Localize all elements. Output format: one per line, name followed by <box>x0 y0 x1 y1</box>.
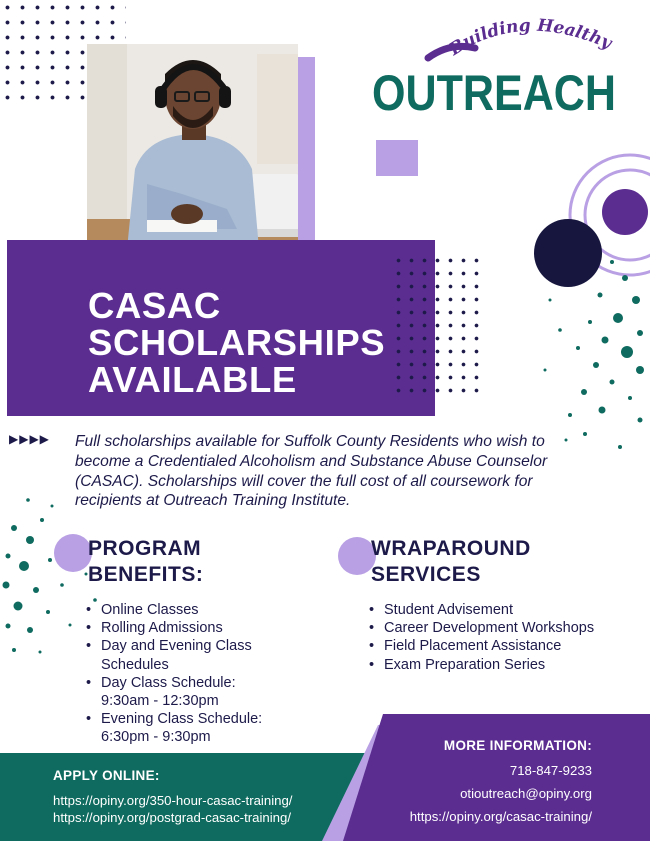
title-line-1: CASAC <box>88 285 221 326</box>
list-item: • Online Classes <box>86 601 281 619</box>
apply-link-postgrad[interactable]: https://opiny.org/postgrad-casac-training/ <box>53 810 291 825</box>
apply-link-350-hour[interactable]: https://opiny.org/350-hour-casac-training/ <box>53 793 293 808</box>
logo-wordmark: OUTREACH <box>372 65 616 121</box>
more-info-heading: MORE INFORMATION: <box>443 738 592 753</box>
apply-online-heading: APPLY ONLINE: <box>53 768 160 783</box>
info-url-link[interactable]: https://opiny.org/casac-training/ <box>409 809 592 824</box>
list-item: • Rolling Admissions <box>86 619 281 637</box>
intro-paragraph: Full scholarships available for Suffolk County Residents who wish to become a Credentialed Alcoholism and Substance Abuse Counselor (CASAC). Scholarships will cover the full cost of all coursework for recipients at Outreach Training Institute. <box>75 433 548 510</box>
services-heading-line-1: WRAPAROUND <box>371 537 531 560</box>
list-item: • Exam Preparation Series <box>369 656 599 674</box>
benefits-heading-line-1: PROGRAM <box>88 537 202 560</box>
title-line-3: AVAILABLE <box>88 359 297 400</box>
email-address[interactable]: otioutreach@opiny.org <box>460 786 592 801</box>
phone-number[interactable]: 718-847-9233 <box>509 763 592 778</box>
list-item: • Career Development Workshops <box>369 619 599 637</box>
services-heading-line-2: SERVICES <box>371 563 481 586</box>
list-item: • Day Class Schedule: 9:30am - 12:30pm <box>86 674 281 710</box>
benefits-heading-line-2: BENEFITS: <box>88 563 204 586</box>
logo-tagline: Building Healthy <box>445 15 615 60</box>
list-item: • Student Advisement <box>369 601 599 619</box>
arrow-bullets-icon: ▶▶▶▶ <box>9 432 50 446</box>
list-item: • Evening Class Schedule: 6:30pm - 9:30pm <box>86 710 281 746</box>
title-line-2: SCHOLARSHIPS <box>88 322 386 363</box>
list-item: • Day and Evening Class Schedules <box>86 637 281 673</box>
list-item: • Field Placement Assistance <box>369 637 599 655</box>
